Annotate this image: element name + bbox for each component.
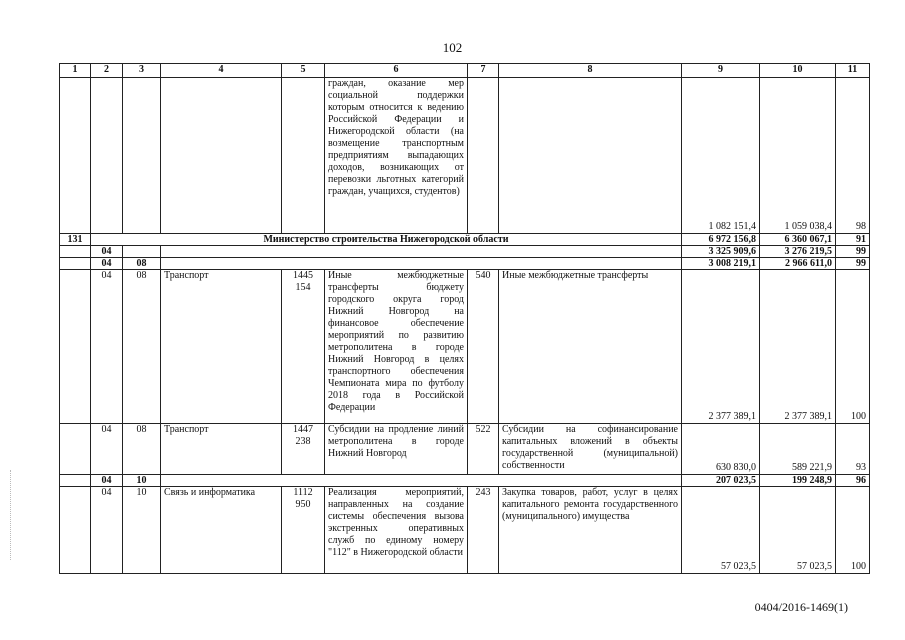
cell [60,424,91,475]
scan-edge-mark [10,470,12,560]
actual-amount: 589 221,9 [760,424,836,475]
cell: 1447 238 [282,424,325,475]
cell: 1445 154 [282,270,325,424]
cell: 10 [123,475,161,487]
plan-amount: 6 972 156,8 [682,234,760,246]
header-row [60,64,870,78]
cell: 04 [91,258,123,270]
plan-amount: 3 325 909,6 [682,246,760,258]
expense-type-cell: Иные межбюджетные трансферты [499,270,682,424]
cell: 131 [60,234,91,246]
cell [282,78,325,234]
percent: 96 [836,475,870,487]
cell [499,78,682,234]
actual-amount: 2 377 389,1 [760,270,836,424]
actual-amount: 199 248,9 [760,475,836,487]
percent: 98 [836,78,870,234]
col-header: 4 [161,64,282,78]
col-header: 5 [282,64,325,78]
cell: 04 [91,270,123,424]
description-cell: Реализация мероприятий, направленных на создание системы обеспечения вызова экстренных оперативных служб по единому номеру "112" в Нижегородской области [325,487,468,574]
cell [161,475,682,487]
percent: 100 [836,487,870,574]
cell [161,258,682,270]
cell: Транспорт [161,270,282,424]
cell [123,246,161,258]
cell [60,487,91,574]
cell [161,78,282,234]
table-row [60,487,870,574]
percent: 100 [836,270,870,424]
cell: 08 [123,270,161,424]
cell [60,475,91,487]
table-row [60,270,870,424]
col-header: 6 [325,64,468,78]
cell [60,258,91,270]
col-header: 7 [468,64,499,78]
percent: 93 [836,424,870,475]
section-row [60,246,870,258]
description-cell: Субсидии на продление линий метрополитена в городе Нижний Новгород [325,424,468,475]
cell: 04 [91,424,123,475]
col-header: 11 [836,64,870,78]
cell: 243 [468,487,499,574]
expense-type-cell: Закупка товаров, работ, услуг в целях капитального ремонта государственного (муниципального) имущества [499,487,682,574]
table-row [60,424,870,475]
cell [60,246,91,258]
cell: 1112 950 [282,487,325,574]
percent: 99 [836,258,870,270]
cell: 04 [91,487,123,574]
plan-amount: 3 008 219,1 [682,258,760,270]
subsection-row [60,258,870,270]
percent: 91 [836,234,870,246]
document-code: 0404/2016-1469(1) [754,600,848,614]
col-header: 10 [760,64,836,78]
cell [60,78,91,234]
budget-table [59,63,870,574]
cell [123,78,161,234]
cell [468,78,499,234]
col-header: 1 [60,64,91,78]
actual-amount: 2 966 611,0 [760,258,836,270]
col-header: 9 [682,64,760,78]
cell: 08 [123,258,161,270]
col-header: 3 [123,64,161,78]
actual-amount: 3 276 219,5 [760,246,836,258]
cell: 540 [468,270,499,424]
cell: Связь и информатика [161,487,282,574]
cell: 522 [468,424,499,475]
cell: 04 [91,475,123,487]
subsection-row [60,475,870,487]
plan-amount: 1 082 151,4 [682,78,760,234]
actual-amount: 57 023,5 [760,487,836,574]
cell [60,270,91,424]
cell: Транспорт [161,424,282,475]
percent: 99 [836,246,870,258]
col-header: 8 [499,64,682,78]
plan-amount: 630 830,0 [682,424,760,475]
description-cell: граждан, оказание мер социальной поддержки которым относится к ведению Российской Федерации и Нижегородской области (на возмещение транспортным предприятиям выпадающих доходов, возникающих от перевозки льготных категорий граждан, учащихся, студентов) [325,78,468,234]
table-row [60,78,870,234]
cell: 04 [91,246,123,258]
expense-type-cell: Субсидии на софинансирование капитальных вложений в объекты государственной (муниципальной) собственности [499,424,682,475]
plan-amount: 57 023,5 [682,487,760,574]
ministry-title: Министерство строительства Нижегородской области [91,234,682,246]
actual-amount: 6 360 067,1 [760,234,836,246]
cell [91,78,123,234]
ministry-row [60,234,870,246]
plan-amount: 2 377 389,1 [682,270,760,424]
description-cell: Иные межбюджетные трансферты бюджету городского округа город Нижний Новгород на финансовое обеспечение мероприятий по развитию метрополитена в городе Нижний Новгород в целях транспортного обеспечения Чемпионата мира по футболу 2018 года в Российской Федерации [325,270,468,424]
actual-amount: 1 059 038,4 [760,78,836,234]
col-header: 2 [91,64,123,78]
page-number: 102 [442,40,463,55]
cell: 10 [123,487,161,574]
cell [161,246,682,258]
cell: 08 [123,424,161,475]
plan-amount: 207 023,5 [682,475,760,487]
